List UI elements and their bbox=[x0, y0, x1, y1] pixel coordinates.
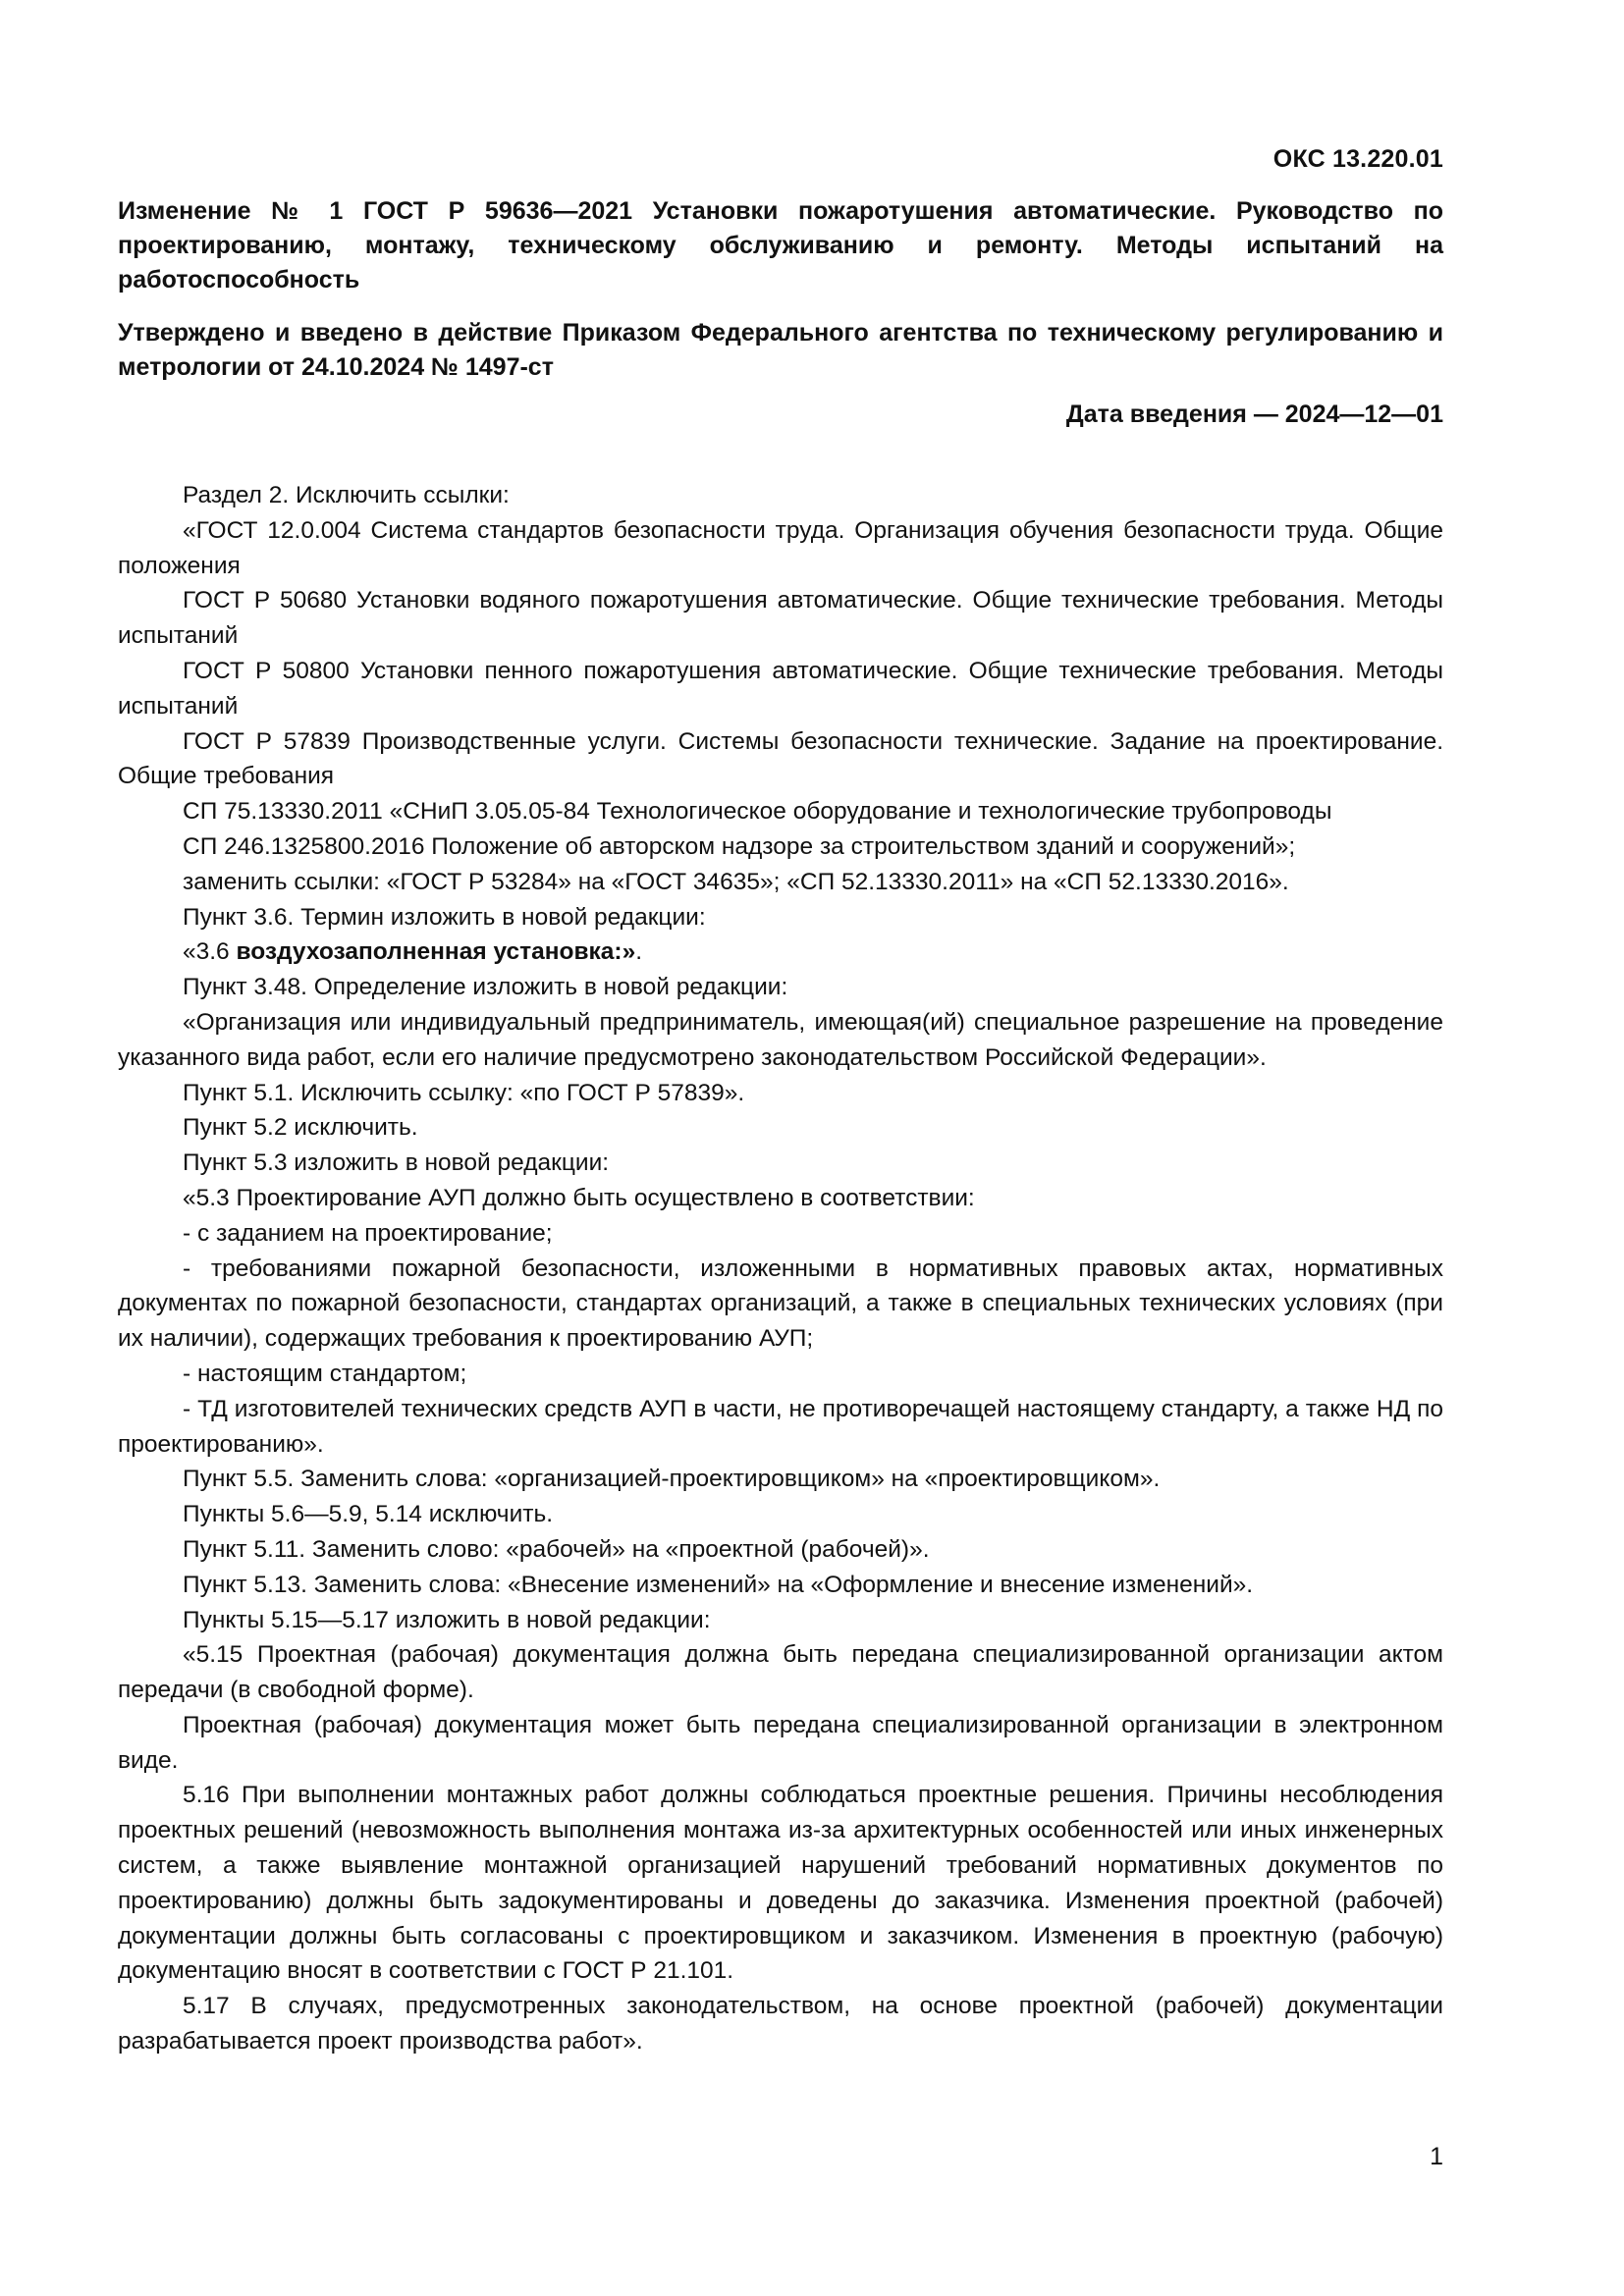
page-number: 1 bbox=[1430, 2143, 1443, 2170]
paragraph: Пункт 5.11. Заменить слово: «рабочей» на «проектной (рабочей)». bbox=[183, 1535, 930, 1563]
amendment-title: Изменение № 1 ГОСТ Р 59636—2021 Установки пожаротушения автоматические. Руководство по проектированию, монтажу, техническому обслуживанию и ремонту. Методы испытаний на работоспособность bbox=[118, 197, 1443, 294]
paragraph: СП 75.13330.2011 «СНиП 3.05.05-84 Технологическое оборудование и технологические трубопроводы bbox=[183, 798, 1332, 826]
amendment-body bbox=[118, 478, 1443, 2059]
paragraph: Раздел 2. Исключить ссылки: bbox=[183, 482, 510, 508]
oks-code: ОКС 13.220.01 bbox=[1272, 145, 1443, 173]
list-item: - требованиями пожарной безопасности, изложенными в нормативных правовых актах, нормативных документах по пожарной безопасности, стандартах организаций, а также в специальных технических условиях (при их наличии), содержащих требования к проектированию АУП; bbox=[118, 1255, 1443, 1353]
paragraph: Пункт 5.5. Заменить слова: «организацией-проектировщиком» на «проектировщиком». bbox=[183, 1466, 1161, 1493]
term-name: воздухозаполненная установка:» bbox=[236, 938, 636, 966]
list-item: - ТД изготовителей технических средств АУП в части, не противоречащей настоящему стандарту, а также НД по проектированию». bbox=[118, 1395, 1443, 1458]
paragraph: Пункт 5.13. Заменить слова: «Внесение изменений» на «Оформление и внесение изменений». bbox=[183, 1571, 1254, 1598]
paragraph: Пункт 5.3 изложить в новой редакции: bbox=[183, 1149, 610, 1177]
document-page bbox=[118, 0, 1443, 2296]
paragraph: ГОСТ Р 50680 Установки водяного пожаротушения автоматические. Общие технические требования. Методы испытаний bbox=[118, 587, 1443, 650]
paragraph: СП 246.1325800.2016 Положение об авторском надзоре за строительством зданий и сооружений»; bbox=[183, 832, 1296, 860]
paragraph: Пункты 5.6—5.9, 5.14 исключить. bbox=[183, 1501, 554, 1528]
paragraph: «5.3 Проектирование АУП должно быть осуществлено в соответствии: bbox=[183, 1184, 975, 1211]
paragraph: Пункт 5.2 исключить. bbox=[183, 1114, 418, 1142]
paragraph: Пункты 5.15—5.17 изложить в новой редакции: bbox=[183, 1606, 711, 1633]
paragraph: «Организация или индивидуальный предприниматель, имеющая(ий) специальное разрешение на проведение указанного вида работ, если его наличие предусмотрено законодательством Российской Федерации». bbox=[118, 1008, 1443, 1071]
paragraph: 5.16 При выполнении монтажных работ должны соблюдаться проектные решения. Причины несоблюдения проектных решений (невозможность выполнения монтажа из-за архитектурных особенностей или иных инженерных систем, а также выявление монтажной организацией нарушений требований нормативных документов по проектированию) должны быть задокументированы и доведены до заказчика. Изменения проектной (рабочей) документации должны быть согласованы с проектировщиком и заказчиком. Изменения в проектную (рабочую) документацию вносят в соответствии с ГОСТ Р 21.101. bbox=[118, 1782, 1443, 1985]
paragraph: ГОСТ Р 50800 Установки пенного пожаротушения автоматические. Общие технические требования. Методы испытаний bbox=[118, 657, 1443, 720]
paragraph: Пункт 3.6. Термин изложить в новой редакции: bbox=[183, 903, 706, 931]
paragraph: Пункт 3.48. Определение изложить в новой редакции: bbox=[183, 974, 788, 1001]
paragraph: ГОСТ Р 57839 Производственные услуги. Системы безопасности технические. Задание на проектирование. Общие требования bbox=[118, 727, 1443, 790]
paragraph: Пункт 5.1. Исключить ссылку: «по ГОСТ Р 57839». bbox=[183, 1079, 745, 1106]
introduction-date: Дата введения — 2024—12—01 bbox=[1065, 400, 1443, 428]
paragraph: 5.17 В случаях, предусмотренных законодательством, на основе проектной (рабочей) документации разрабатывается проект производства работ». bbox=[118, 1993, 1443, 2056]
paragraph: «ГОСТ 12.0.004 Система стандартов безопасности труда. Организация обучения безопасности труда. Общие положения bbox=[118, 516, 1443, 579]
approval-statement: Утверждено и введено в действие Приказом Федерального агентства по техническому регулированию и метрологии от 24.10.2024 № 1497-ст bbox=[118, 319, 1443, 381]
term-end: . bbox=[635, 938, 643, 966]
paragraph: заменить ссылки: «ГОСТ Р 53284» на «ГОСТ 34635»; «СП 52.13330.2011» на «СП 52.13330.2016». bbox=[183, 868, 1289, 895]
term-paragraph bbox=[118, 934, 1443, 970]
list-item: - настоящим стандартом; bbox=[183, 1360, 467, 1387]
paragraph: Проектная (рабочая) документация может быть передана специализированной организации в электронном виде. bbox=[118, 1711, 1443, 1774]
list-item: - с заданием на проектирование; bbox=[183, 1219, 553, 1247]
term-number: «3.6 bbox=[183, 938, 237, 966]
paragraph: «5.15 Проектная (рабочая) документация должна быть передана специализированной организации актом передачи (в свободной форме). bbox=[118, 1641, 1443, 1704]
